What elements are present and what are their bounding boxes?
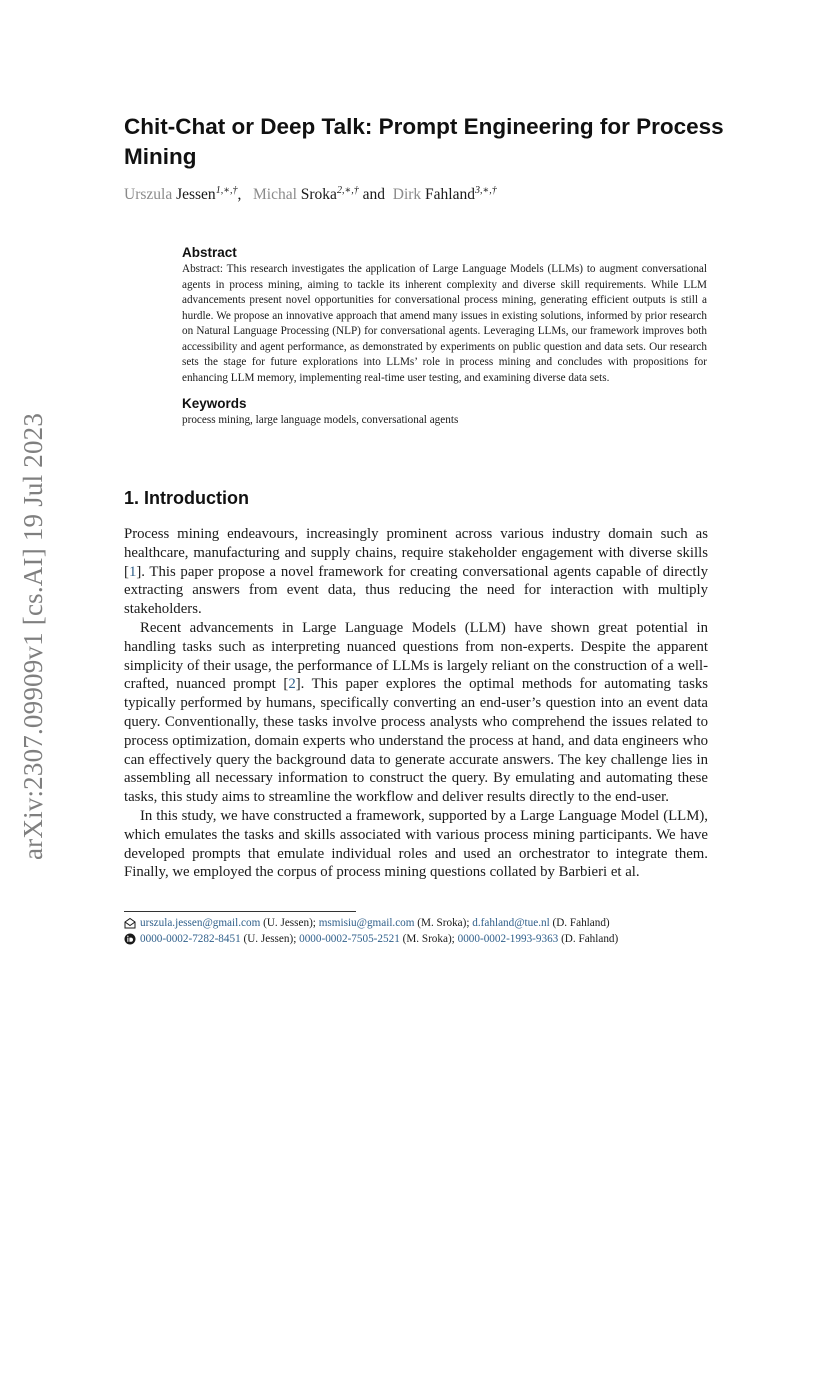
abstract-heading: Abstract <box>182 245 237 260</box>
keywords-heading: Keywords <box>182 396 247 411</box>
paragraph-text: Process mining endeavours, increasingly prominent across various industry domain such as healthcare, manufacturing and supply chains, require stakeholder engagement with diverse skills [ <box>124 526 708 580</box>
footnotes <box>124 915 724 947</box>
author-family-name: Sroka <box>300 186 337 204</box>
author-affiliation-marks: 3,∗,† <box>474 185 497 196</box>
author-conjunction: and <box>362 186 385 204</box>
arxiv-sidebar-stamp <box>18 412 58 1380</box>
orcid-footnote <box>124 931 724 947</box>
author-family-name: Jessen <box>176 186 216 204</box>
orcid-link[interactable]: 0000-0002-1993-9363 <box>457 933 559 945</box>
author-given-name: Dirk <box>392 186 422 204</box>
envelope-icon <box>124 917 136 929</box>
introduction-body <box>124 525 708 882</box>
orcid-owner: (U. Jessen); <box>240 933 300 945</box>
paragraph <box>124 619 708 807</box>
keywords-text: process mining, large language models, conversational agents <box>182 414 459 426</box>
email-owner: (U. Jessen); <box>260 917 319 929</box>
paragraph-text: Recent advancements in Large Language Models (LLM) have shown great potential in handling tasks such as interpreting nuanced questions from non-experts. Despite the apparent simplicity of their usage, the performance of LLMs is largely reliant on the construction of a well-crafted, nuanced prompt [ <box>124 619 708 693</box>
orcid-link[interactable]: 0000-0002-7505-2521 <box>299 933 400 945</box>
email-owner: (M. Sroka); <box>414 917 473 929</box>
arxiv-identifier: arXiv:2307.09909v1 [cs.AI] 19 Jul 2023 <box>18 412 48 860</box>
email-link[interactable]: d.fahland@tue.nl <box>472 917 550 929</box>
abstract-text: Abstract: This research investigates the application of Large Language Models (LLMs) to augment conversational agents in process mining, aiming to tackle its inherent complexity and diverse skill requirements. While LLM advancements present novel opportunities for conversational process mining, generating efficient outputs is still a hurdle. We propose an innovative approach that amend many issues in existing solutions, informed by prior research on Natural Language Processing (NLP) for conversational agents. Leveraging LLMs, our framework improves both accessibility and agent performance, as demonstrated by experiments on public question and data sets. Our research sets the stage for future explorations into LLMs’ role in process mining and concludes with propositions for enhancing LLM memory, implementing real-time user testing, and examining diverse data sets. <box>182 263 707 384</box>
citation-link[interactable]: 1 <box>128 563 137 580</box>
author-affiliation-marks: 1,∗,† <box>215 185 238 196</box>
keywords-block <box>182 396 707 429</box>
author-list: Urszula Jessen$^{1,∗,\dagger}$, Michal Sroka$^{2,∗,\dagger}$ and Dirk Fahland$^{3,∗,\dagger}$ <box>124 185 497 204</box>
abstract-block <box>182 245 707 429</box>
author-given-name: Michal <box>252 186 297 204</box>
orcid-link[interactable]: 0000-0002-7282-8451 <box>140 933 241 945</box>
orcid-owner: (M. Sroka); <box>399 933 458 945</box>
email-link[interactable]: msmisiu@gmail.com <box>318 917 415 929</box>
author-family-name: Fahland <box>425 186 475 204</box>
paragraph-text: ]. This paper propose a novel framework for creating conversational agents capable of directly extracting answers from event data, thus reducing the need for interaction with multiply stakeholders. <box>124 563 708 618</box>
orcid-owner: (D. Fahland) <box>558 933 619 945</box>
email-link[interactable]: urszula.jessen@gmail.com <box>140 917 261 929</box>
footnote-rule <box>124 911 356 912</box>
email-owner: (D. Fahland) <box>549 917 610 929</box>
author-given-name: Urszula <box>124 186 173 204</box>
author-affiliation-marks: 2,∗,† <box>336 185 359 196</box>
paragraph: In this study, we have constructed a framework, supported by a Large Language Model (LLM), which emulates the tasks and skills associated with various process mining participants. We have developed prompts that emulate individual roles and used an orchestrator to integrate them. Finally, we employed the corpus of process mining questions collated by Barbieri et al. <box>124 807 708 881</box>
section-heading-introduction: 1. Introduction <box>124 488 249 508</box>
orcid-icon <box>124 933 136 945</box>
citation-link[interactable]: 2 <box>288 676 296 693</box>
paragraph <box>124 525 708 619</box>
paper-title: Chit-Chat or Deep Talk: Prompt Engineering for Process Mining <box>124 114 724 169</box>
paragraph-text: ]. This paper explores the optimal methods for automating tasks typically performed by humans, specifically converting an end-user’s question into an event data query. Conventionally, these tasks involve process analysts who comprehend the issues related to process optimization, domain experts who understand the process at hand, and data engineers who can effectively query the background data to generate accurate answers. The key challenge lies in assembling all necessary information to construct the query. By emulating and automating these tasks, this study aims to streamline the workflow and deliver results directly to the end-user. <box>124 676 708 806</box>
email-footnote <box>124 915 724 931</box>
